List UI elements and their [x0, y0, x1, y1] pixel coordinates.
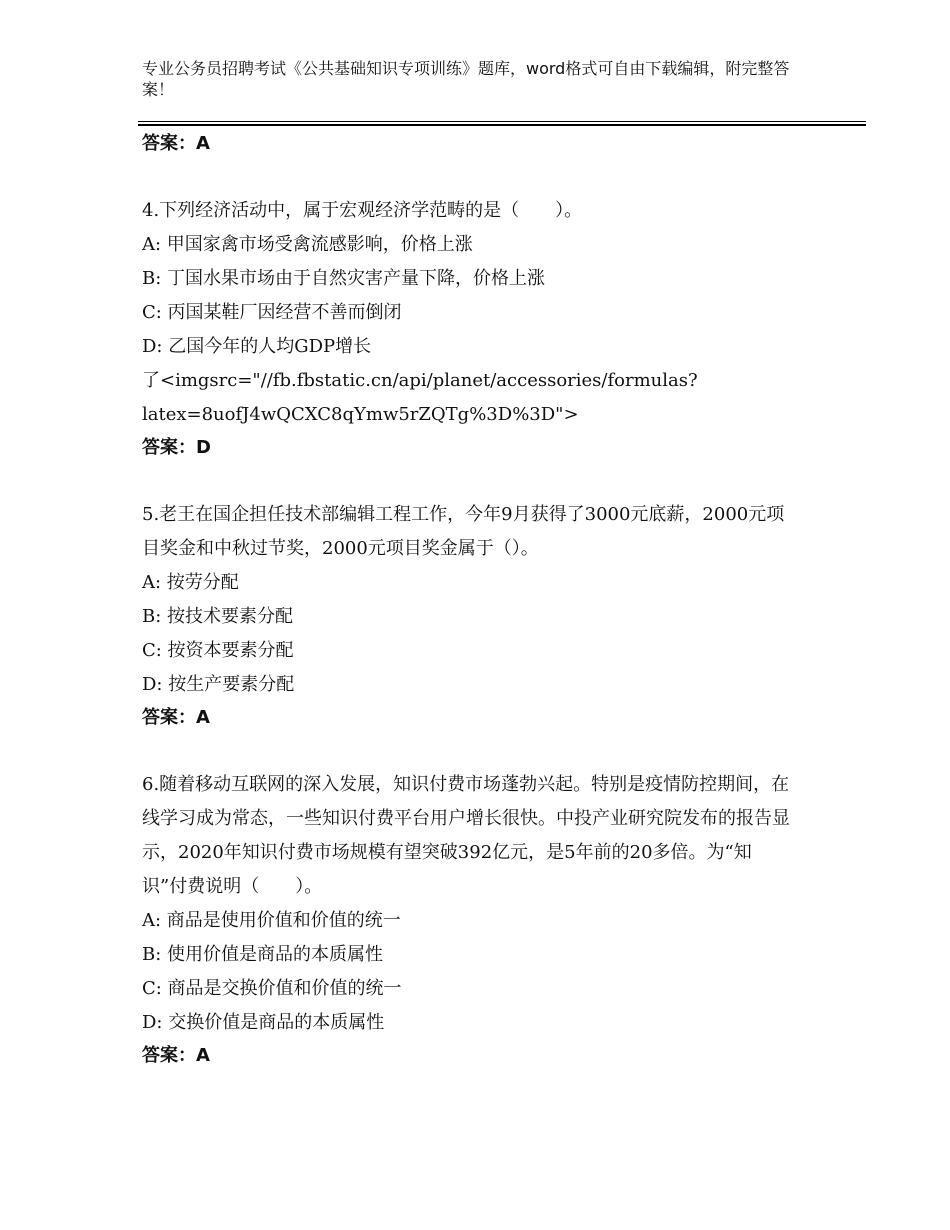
question-stem: 4.下列经济活动中，属于宏观经济学范畴的是（ ）。 — [142, 200, 583, 221]
answer-question-4: 答案：D — [142, 437, 211, 458]
embedded-image-source-line-2: latex=8uofJ4wQCXC8qYmw5rZQTg%3D%3D"> — [142, 404, 579, 425]
option-b: B: 使用价值是商品的本质属性 — [142, 944, 384, 965]
option-d: D: 按生产要素分配 — [142, 674, 295, 695]
document-header: 专业公务员招聘考试《公共基础知识专项训练》题库，word格式可自由下载编辑，附完整答案！ — [142, 59, 790, 99]
option-c: C: 商品是交换价值和价值的统一 — [142, 978, 402, 999]
answer-previous: 答案：A — [142, 133, 210, 154]
question-stem: 5.老王在国企担任技术部编辑工程工作，今年9月获得了3000元底薪，2000元项目奖金和中秋过节奖，2000元项目奖金属于（）。 — [142, 504, 785, 559]
option-a: A: 甲国家禽市场受禽流感影响，价格上涨 — [142, 234, 473, 255]
option-d: D: 乙国今年的人均GDP增长 — [142, 336, 372, 357]
option-a: A: 按劳分配 — [142, 572, 239, 593]
option-b: B: 按技术要素分配 — [142, 606, 294, 627]
question-6 — [142, 768, 792, 1072]
question-4 — [142, 194, 792, 464]
question-5 — [142, 498, 792, 734]
question-stem: 6.随着移动互联网的深入发展，知识付费市场蓬勃兴起。特别是疫情防控期间，在线学习成为常态，一些知识付费平台用户增长很快。中投产业研究院发布的报告显示，2020年知识付费市场规模有望突破392亿元，是5年前的20多倍。为“知识”付费说明（ ）。 — [142, 774, 790, 897]
option-c: C: 按资本要素分配 — [142, 640, 294, 661]
question-list — [142, 128, 792, 1072]
answer-question-5: 答案：A — [142, 707, 210, 728]
answer-question-6: 答案：A — [142, 1045, 210, 1066]
option-a: A: 商品是使用价值和价值的统一 — [142, 910, 401, 931]
option-d: D: 交换价值是商品的本质属性 — [142, 1012, 385, 1033]
header-rule-thin — [138, 121, 866, 122]
embedded-image-source-line-1: 了<imgsrc="//fb.fbstatic.cn/api/planet/accessories/formulas? — [142, 370, 698, 391]
header-rule-thick — [138, 124, 866, 126]
option-c: C: 丙国某鞋厂因经营不善而倒闭 — [142, 302, 402, 323]
option-b: B: 丁国水果市场由于自然灾害产量下降，价格上涨 — [142, 268, 546, 289]
